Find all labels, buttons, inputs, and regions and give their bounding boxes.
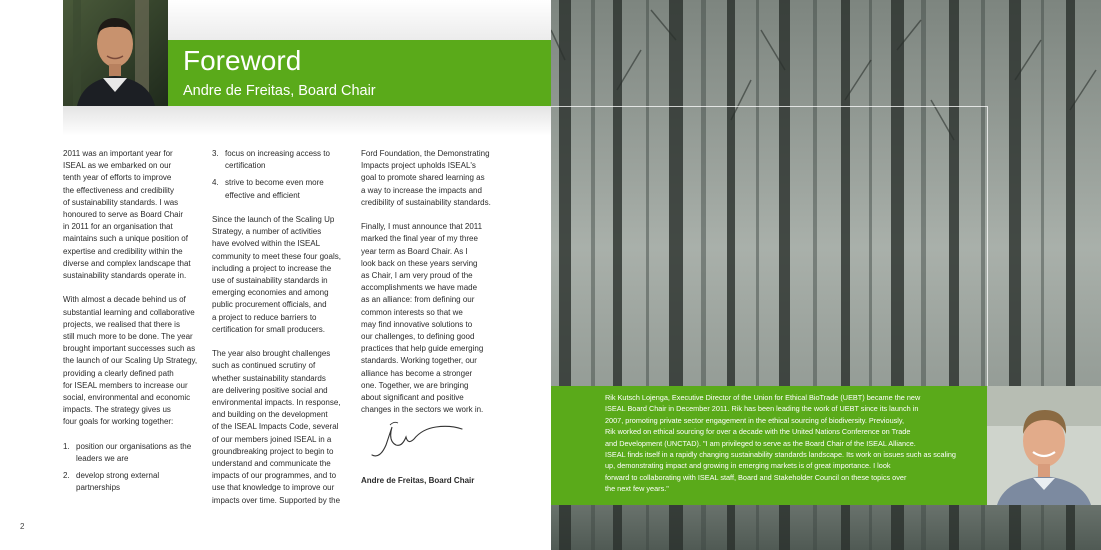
list-number: 2. bbox=[63, 471, 70, 481]
list-number: 3. bbox=[212, 149, 219, 158]
paragraph: Finally, I must announce that 2011 marked the final year of my three year term as Board Chair. As I look back on these years serving as Chair, I am very proud of the accomplishments we have made as an alliance: from defining our common interests so that we may find innovative solutions to our challenges, to defining good practices that help guide emerging standards. Working together, our alliance has become a stronger one. Together, we are bringing about significant and positive changes in the sectors we work in. bbox=[361, 222, 484, 415]
paragraph: The year also brought challenges such as continued scrutiny of whether sustainability standards are delivering positive social and environmental impacts. In response, and building on the development of the ISEAL Impacts Code, several of our members joined ISEAL in a groundbreaking project to begin to understand and communicate the impacts of our programmes, and to use that knowledge to improve our impacts over time. Supported by the bbox=[212, 349, 341, 505]
frame-line bbox=[551, 106, 988, 387]
list-item bbox=[212, 177, 352, 201]
page-subtitle: Andre de Freitas, Board Chair bbox=[183, 83, 376, 99]
list-text: focus on increasing access to certification bbox=[225, 149, 330, 171]
right-page bbox=[551, 0, 1101, 550]
goals-list bbox=[63, 441, 203, 495]
text-column-1 bbox=[63, 148, 203, 507]
page-number: 2 bbox=[20, 522, 25, 531]
new-chair-photo bbox=[987, 386, 1101, 505]
list-text: develop strong external partnerships bbox=[76, 471, 160, 493]
board-chair-photo bbox=[63, 0, 168, 106]
paragraph: Since the launch of the Scaling Up Strategy, a number of activities have evolved within the ISEAL community to meet these four goals, including a project to increase the use of sustainability standards in emerging economies and among public procurement officials, and a project to reduce barriers to certification for small producers. bbox=[212, 215, 341, 334]
paragraph: With almost a decade behind us of substantial learning and collaborative projects, we realised that there is still much more to be done. The year brought important successes such as the launch of our Scaling Up Strategy, providing a clearly defined path for ISEAL members to increase our social, environmental and economic impacts. The strategy gives us four goals for working together: bbox=[63, 295, 198, 427]
list-item bbox=[212, 148, 352, 172]
list-text: position our organisations as the leaders we are bbox=[76, 441, 192, 464]
paragraph: Ford Foundation, the Demonstrating Impacts project upholds ISEAL's goal to promote shared learning as a way to increase the impacts and credibility of sustainability standards. bbox=[361, 149, 491, 207]
new-chair-quote: Rik Kutsch Lojenga, Executive Director of the Union for Ethical BioTrade (UEBT) became the new ISEAL Board Chair in December 2011. Rik has been leading the work of UEBT since its launch in 2007, promoting private sector engagement in the ethical sourcing of biodiversity. Previously, Rik worked on ethical sourcing for over a decade with the United Nations Conference on Trade and Development (UNCTAD). "I am privileged to serve as the Board Chair of the ISEAL Alliance. ISEAL finds itself in a rapidly changing sustainability standards landscape. Its work on issues such as scaling up, demonstrating impact and growing in emerging markets is of great importance. I look forward to collaborating with ISEAL staff, Board and Stakeholder Council on these topics over the next few years." bbox=[605, 393, 956, 494]
list-item bbox=[63, 470, 203, 494]
goals-list-continued bbox=[212, 148, 352, 202]
text-column-2 bbox=[212, 148, 352, 519]
text-column-3 bbox=[361, 148, 503, 429]
page-title: Foreword bbox=[183, 45, 302, 76]
list-number: 1. bbox=[63, 441, 70, 451]
list-text: strive to become even more effective and efficient bbox=[225, 178, 324, 200]
signature-image bbox=[366, 415, 466, 461]
header-fade bbox=[168, 0, 551, 40]
paragraph: 2011 was an important year for ISEAL as we embarked on our tenth year of efforts to improve the effectiveness and credibility of sustainability standards. I was honoured to serve as Board Chair in 2011 for an organisation that maintains such a unique position of expertise and credibility within the diverse and complex landscape that sustainability standards operate in. bbox=[63, 149, 191, 281]
list-item bbox=[63, 441, 203, 465]
title-shadow bbox=[63, 106, 551, 136]
list-number: 4. bbox=[212, 178, 219, 188]
signature-name: Andre de Freitas, Board Chair bbox=[361, 476, 475, 485]
